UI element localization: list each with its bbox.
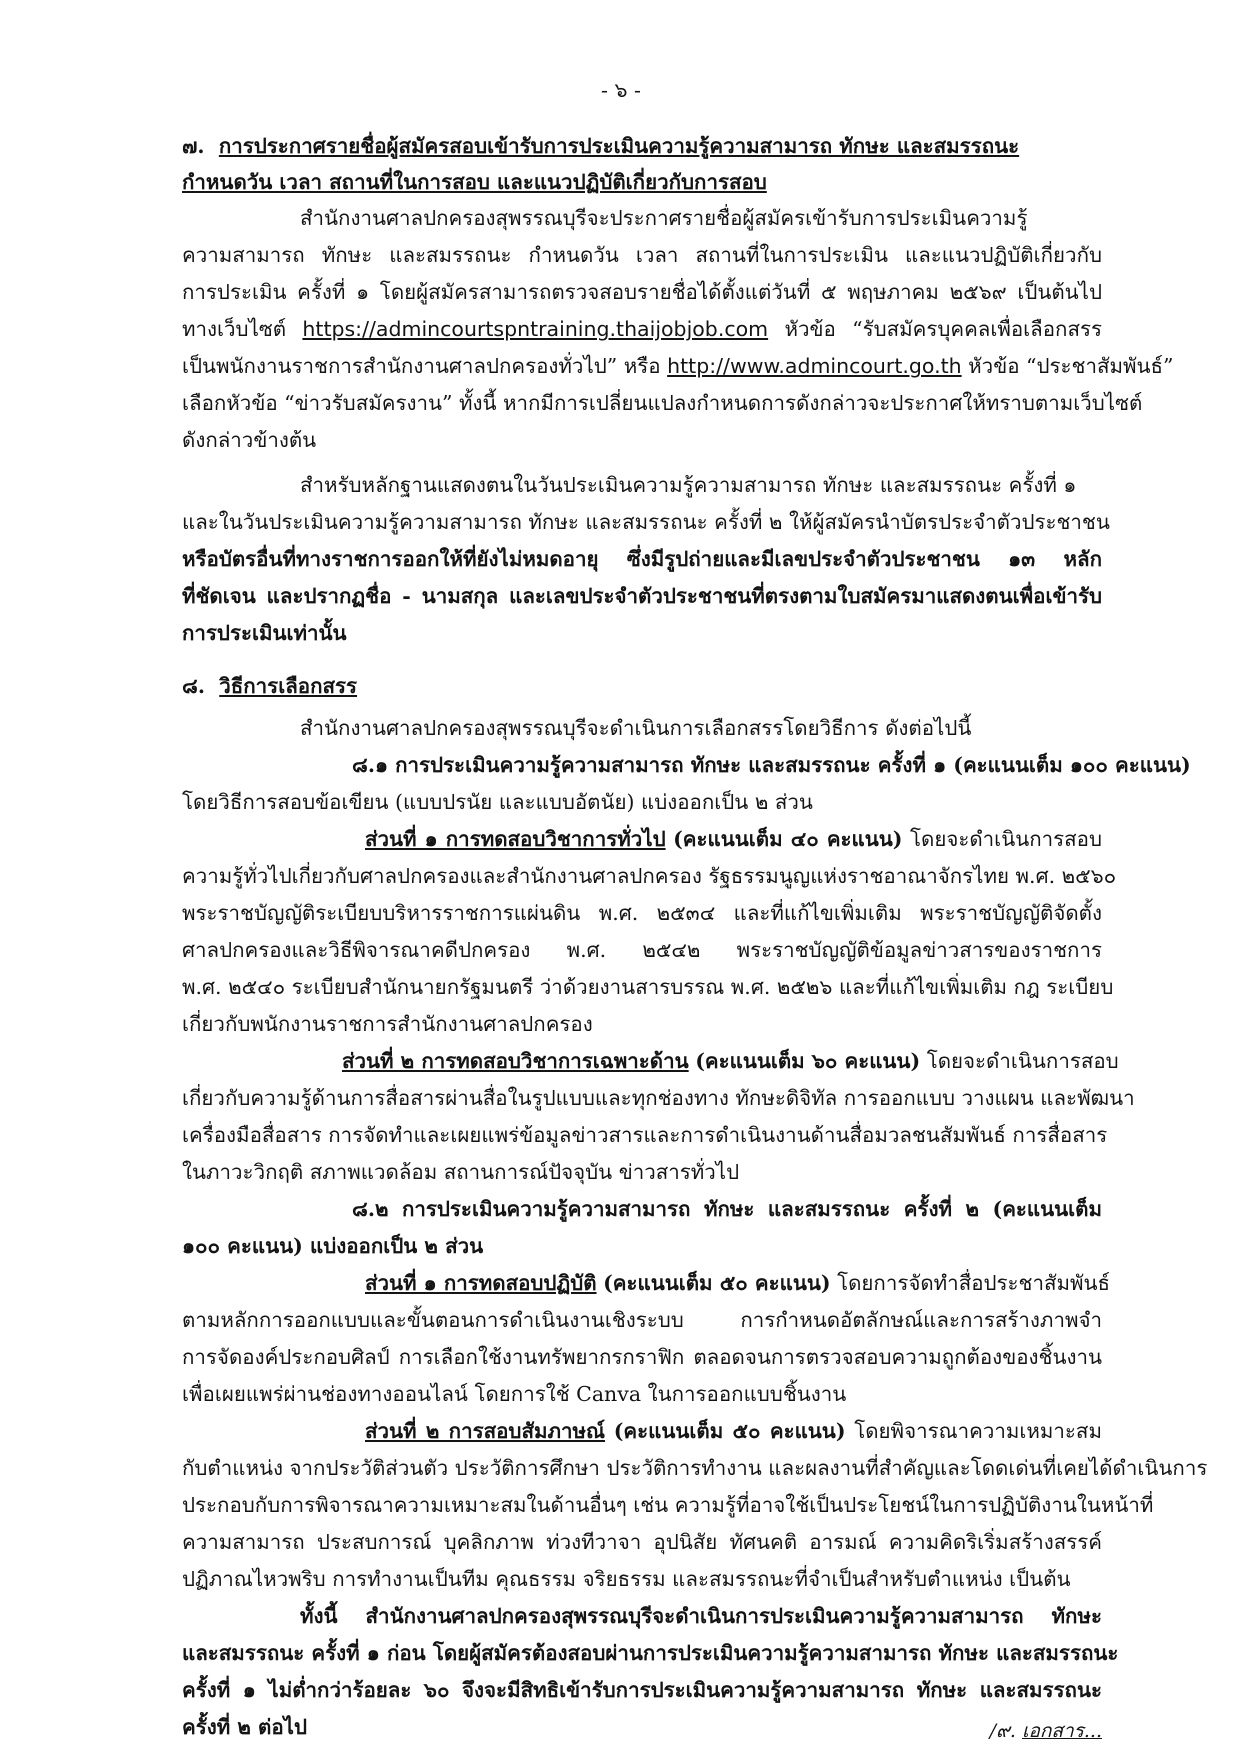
section-8-1-part-1-line: ศาลปกครองและวิธีพิจารณาคดีปกครอง พ.ศ. ๒๕๔๒ พระราชบัญญัติข้อมูลข่าวสารของราชการ: [182, 938, 1102, 962]
section-7-title-line-2: กำหนดวัน เวลา สถานที่ในการสอบ และแนวปฏิบัติเกี่ยวกับการสอบ: [182, 170, 767, 194]
text-fragment: โดยการจัดทำสื่อประชาสัมพันธ์: [837, 1271, 1111, 1295]
part-heading: ส่วนที่ ๑ การทดสอบวิชาการทั่วไป: [365, 827, 666, 851]
closing-paragraph-line: ครั้งที่ ๒ ต่อไป: [182, 1715, 307, 1739]
section-7-paragraph-1-line: เลือกหัวข้อ “ข่าวรับสมัครงาน” ทั้งนี้ หากมีการเปลี่ยนแปลงกำหนดการดังกล่าวจะประกาศให้ทราบตามเว็บไซต์: [182, 391, 1143, 415]
closing-paragraph-line: และสมรรถนะ ครั้งที่ ๑ ก่อน โดยผู้สมัครต้องสอบผ่านการประเมินความรู้ความสามารถ ทักษะ และสมรรถนะ: [182, 1641, 1119, 1665]
section-8-1-part-1-line: ความรู้ทั่วไปเกี่ยวกับศาลปกครองและสำนักงานศาลปกครอง รัฐธรรมนูญแห่งราชอาณาจักรไทย พ.ศ. ๒๕๖๐: [182, 864, 1117, 888]
page-number: - ๖ -: [601, 78, 641, 102]
section-8-1-part-2-line: ในภาวะวิกฤติ สภาพแวดล้อม สถานการณ์ปัจจุบัน ข่าวสารทั่วไป: [182, 1160, 740, 1184]
section-8-1-part-2-line: เกี่ยวกับความรู้ด้านการสื่อสารผ่านสื่อในรูปแบบและทุกช่องทาง ทักษะดิจิทัล การออกแบบ วางแผน และพัฒนา: [182, 1086, 1135, 1110]
next-page-number: /๙.: [989, 1720, 1016, 1742]
admincourt-website-link[interactable]: http://www.admincourt.go.th: [667, 354, 962, 378]
next-page-marker: [990, 1713, 1102, 1750]
part-heading: ส่วนที่ ๒ การทดสอบวิชาการเฉพาะด้าน: [342, 1049, 689, 1073]
section-8-1-title: ๘.๑ การประเมินความรู้ความสามารถ ทักษะ และสมรรถนะ ครั้งที่ ๑ (คะแนนเต็ม ๑๐๐ คะแนน): [352, 753, 1191, 777]
section-8-2-part-2-heading: [365, 1413, 1102, 1450]
section-8-number: ๘.: [182, 674, 205, 698]
part-score: (คะแนนเต็ม ๖๐ คะแนน): [695, 1049, 921, 1073]
section-7-number: ๗.: [182, 134, 205, 158]
section-8-2-part-2-line: ประกอบกับการพิจารณาความเหมาะสมในด้านอื่นๆ เช่น ความรู้ที่อาจใช้เป็นประโยชน์ในการปฏิบัติงานในหน้าที่: [182, 1493, 1154, 1517]
section-7-paragraph-1-line: [182, 311, 1102, 348]
section-8-1-part-2-heading: [342, 1043, 1119, 1080]
section-8-1-part-1-line: เกี่ยวกับพนักงานราชการสำนักงานศาลปกครอง: [182, 1012, 593, 1036]
section-8-1-part-1-line: พ.ศ. ๒๕๔๐ ระเบียบสำนักนายกรัฐมนตรี ว่าด้วยงานสารบรรณ พ.ศ. ๒๕๒๖ และที่แก้ไขเพิ่มเติม กฎ ระเบียบ: [182, 975, 1114, 999]
section-7-paragraph-2-line: และในวันประเมินความรู้ความสามารถ ทักษะ และสมรรถนะ ครั้งที่ ๒ ให้ผู้สมัครนำบัตรประจำตัวประชาชน: [182, 510, 1110, 534]
section-8-1-part-2-line: เครื่องมือสื่อสาร การจัดทำและเผยแพร่ข้อมูลข่าวสารและการดำเนินงานด้านสื่อมวลชนสัมพันธ์ การสื่อสาร: [182, 1123, 1108, 1147]
closing-paragraph-line: ครั้งที่ ๑ ไม่ต่ำกว่าร้อยละ ๖๐ จึงจะมีสิทธิเข้ารับการประเมินความรู้ความสามารถ ทักษะ และสมรรถนะ: [182, 1678, 1102, 1702]
section-8-2-part-2-line: กับตำแหน่ง จากประวัติส่วนตัว ประวัติการศึกษา ประวัติการทำงาน และผลงานที่สำคัญและโดดเด่นที่เคยได้ดำเนินการ: [182, 1456, 1208, 1480]
text-fragment: เป็นพนักงานราชการสำนักงานศาลปกครองทั่วไป” หรือ: [182, 354, 661, 378]
section-8-2-title-line-2: ๑๐๐ คะแนน) แบ่งออกเป็น ๒ ส่วน: [182, 1234, 484, 1258]
section-7-paragraph-2-line: สำหรับหลักฐานแสดงตนในวันประเมินความรู้ความสามารถ ทักษะ และสมรรถนะ ครั้งที่ ๑: [300, 473, 1077, 497]
section-8-2-part-1-line: การจัดองค์ประกอบศิลป์ การเลือกใช้งานทรัพยากรกราฟิก ตลอดจนการตรวจสอบความถูกต้องของชิ้นงาน: [182, 1345, 1102, 1369]
part-heading: ส่วนที่ ๑ การทดสอบปฏิบัติ: [365, 1271, 597, 1295]
section-8-2-part-2-line: ความสามารถ ประสบการณ์ บุคลิกภาพ ท่วงทีวาจา อุปนิสัย ทัศนคติ อารมณ์ ความคิดริเริ่มสร้างสรรค์: [182, 1530, 1102, 1554]
section-8-1-method: โดยวิธีการสอบข้อเขียน (แบบปรนัย และแบบอัตนัย) แบ่งออกเป็น ๒ ส่วน: [182, 790, 813, 814]
text-fragment: หัวข้อ “รับสมัครบุคคลเพื่อเลือกสรร: [784, 317, 1102, 341]
section-8-heading: [182, 668, 357, 705]
section-7-paragraph-1-line: [182, 348, 1174, 385]
section-8-title: วิธีการเลือกสรร: [219, 674, 358, 698]
text-fragment: โดยจะดำเนินการสอบ: [910, 827, 1102, 851]
section-7-paragraph-2-line: ที่ชัดเจน และปรากฏชื่อ - นามสกุล และเลขประจำตัวประชาชนที่ตรงตามใบสมัครมาแสดงตนเพื่อเข้ารับ: [182, 584, 1102, 608]
text-fragment: หัวข้อ “ประชาสัมพันธ์”: [968, 354, 1174, 378]
section-8-1-part-1-line: พระราชบัญญัติระเบียบบริหารราชการแผ่นดิน พ.ศ. ๒๕๓๔ และที่แก้ไขเพิ่มเติม พระราชบัญญัติจัดตั้ง: [182, 901, 1102, 925]
part-score: (คะแนนเต็ม ๕๐ คะแนน): [613, 1419, 846, 1443]
section-7-title: การประกาศรายชื่อผู้สมัครสอบเข้ารับการประเมินความรู้ความสามารถ ทักษะ และสมรรถนะ: [218, 134, 1020, 158]
registration-website-link[interactable]: https://admincourtspntraining.thaijobjob.com: [302, 317, 769, 341]
text-fragment: โดยจะดำเนินการสอบ: [926, 1049, 1119, 1073]
section-7-paragraph-1-line: การประเมิน ครั้งที่ ๑ โดยผู้สมัครสามารถตรวจสอบรายชื่อได้ตั้งแต่วันที่ ๕ พฤษภาคม ๒๕๖๙ เป็นต้นไป: [182, 280, 1102, 304]
section-8-2-part-1-line: เพื่อเผยแพร่ผ่านช่องทางออนไลน์ โดยการใช้ Canva ในการออกแบบชิ้นงาน: [182, 1382, 847, 1406]
section-7-heading-line-1: [182, 128, 1019, 165]
section-7-paragraph-2-line: การประเมินเท่านั้น: [182, 621, 347, 645]
section-7-paragraph-2-line: หรือบัตรอื่นที่ทางราชการออกให้ที่ยังไม่หมดอายุ ซึ่งมีรูปถ่ายและมีเลขประจำตัวประชาชน ๑๓ หลัก: [182, 547, 1102, 571]
section-8-intro: สำนักงานศาลปกครองสุพรรณบุรีจะดำเนินการเลือกสรรโดยวิธีการ ดังต่อไปนี้: [300, 716, 972, 740]
section-8-1-part-1-heading: [365, 821, 1102, 858]
section-8-2-part-2-line: ปฏิภาณไหวพริบ การทำงานเป็นทีม คุณธรรม จริยธรรม และสมรรถนะที่จำเป็นสำหรับตำแหน่ง เป็นต้น: [182, 1567, 1071, 1591]
part-score: (คะแนนเต็ม ๔๐ คะแนน): [673, 827, 903, 851]
part-heading: ส่วนที่ ๒ การสอบสัมภาษณ์: [365, 1419, 606, 1443]
closing-paragraph-line: ทั้งนี้ สำนักงานศาลปกครองสุพรรณบุรีจะดำเนินการประเมินความรู้ความสามารถ ทักษะ: [300, 1604, 1102, 1628]
part-score: (คะแนนเต็ม ๕๐ คะแนน): [603, 1271, 831, 1295]
text-fragment: ทางเว็บไซต์: [182, 317, 287, 341]
next-page-label: เอกสาร...: [1022, 1720, 1102, 1742]
text-fragment: โดยพิจารณาความเหมาะสม: [854, 1419, 1102, 1443]
section-8-2-title: ๘.๒ การประเมินความรู้ความสามารถ ทักษะ และสมรรถนะ ครั้งที่ ๒ (คะแนนเต็ม: [352, 1197, 1102, 1221]
section-8-2-part-1-line: ตามหลักการออกแบบและขั้นตอนการดำเนินงานเชิงระบบ การกำหนดอัตลักษณ์และการสร้างภาพจำ: [182, 1308, 1102, 1332]
section-7-paragraph-1-line: ดังกล่าวข้างต้น: [182, 428, 317, 452]
section-7-paragraph-1-line: สำนักงานศาลปกครองสุพรรณบุรีจะประกาศรายชื่อผู้สมัครเข้ารับการประเมินความรู้: [300, 206, 1028, 230]
section-8-2-part-1-heading: [365, 1265, 1111, 1302]
section-7-paragraph-1-line: ความสามารถ ทักษะ และสมรรถนะ กำหนดวัน เวลา สถานที่ในการประเมิน และแนวปฏิบัติเกี่ยวกับ: [182, 243, 1102, 267]
